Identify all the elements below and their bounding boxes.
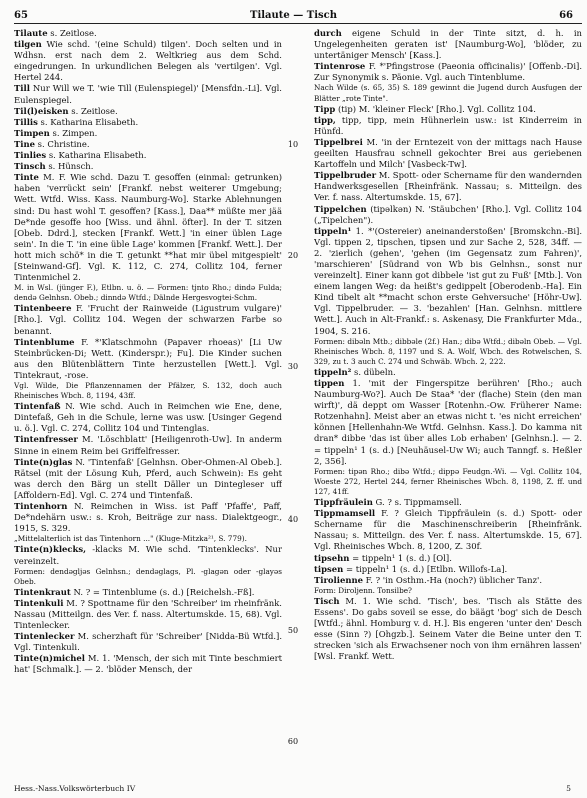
entry: Tippelbrei M. 'in der Erntezeit von der mittags nach Hause geeilten Hausfrau schnell gekochter Brei aus geriebenen Kartoffeln und Milch' [Vasbeck-Tw].: [314, 136, 582, 170]
line-number: 50: [287, 626, 299, 635]
entry: Tinsch s. Hünsch.: [14, 161, 94, 172]
entry: Tippmamsell F. ? Gleich Tippfräulein (s. d.) Spott- oder Schername für die Maschinenschreiberin [Rheinfränk. Nassau; s. Mitteilgn. des Ver. f. nass. Altertumskde. 15, 67]. Vgl. Rheinisches Wbch. 8, 1200, Z. 30f.: [314, 508, 582, 552]
footer-title: Hess.-Nass.Volkswörterbuch IV: [14, 784, 136, 793]
entry: Tintenblume F. *'Klatschmohn (Papaver rhoeas)' [Li Uw Steinbrücken-Di; Wett. (Kinderspr.); Fu]. Die Kinder suchen aus den Blütenblättern Tinte herzustellen [Wett.]. Vgl. Tintekraut, -rose.: [14, 336, 282, 380]
right-column: [314, 28, 582, 662]
entry: Til(l)eisken s. Zeitlose.: [14, 105, 118, 116]
entry-note: Formen: dibəln Mtb.; dibbəle (2f.) Han.; dibə Wtfd.; dibəln Obeb. — Vgl. Rheinisches Wbch. 8, 1197 und S. A. Wolf, Wbch. des Rotwelschen, S. 329, zu t. 3 auch C. 274 und Schwäb. Wbch. 2, 222.: [314, 336, 582, 366]
entry: tilgen Wie schd. '(eine Schuld) tilgen'. Doch selten und in Wdhsn. erst nach dem 2. Weltkrieg aus dem Schd. eingedrungen. In urkundlichen Belegen als 'vertilgen'. Vgl. Hertel 244.: [14, 39, 282, 83]
entry-note: Vgl. Wilde, Die Pflanzennamen der Pfälzer, S. 132, doch auch Rheinisches Wbch. 8, 1194, 43ff.: [14, 381, 282, 401]
line-number: 10: [287, 140, 299, 149]
entry: tippen 1. 'mit der Fingerspitze berühren' [Rho.; auch Naumburg-Wo?]. Auch De Staa* 'der (flache) Stein (den man wirft)', dä deppt om Wasser [Rotenhn.-Ow. Früherer Name: Rotzenhahn]. Meist aber an etwas nicht t. 'es nicht erreichen' können [Hellenhahn-We Wtfd. Gelnhsn. Kass.]. Do kamma nit dran* dibbe 'das ist über alles Lob erhaben' [Gelnhsn.]. — 2. = tippeln¹ 1 (s. d.) [Neuhäusel-Uw Wi; auch Tanngf. s. Heßler 2, 356].: [314, 378, 582, 466]
entry-note: Formen: tipən Rho.; dibə Wtfd.; dippə Feudgn.-Wi. — Vgl. Collitz 104, Woeste 272, Hertel 244, ferner Rheinisches Wbch. 8, 1198, Z. ff. und 127, 41ff.: [314, 466, 582, 496]
entry-note: M. in Wsl. (jünger F.), Etlbn. u. ö. — Formen: tjnto Rho.; dində Fulda; dendə Gelnhsn. Obeb.; dinndə Wtfd.; Dälnde Hergesvogtei-Schm.: [14, 283, 282, 303]
entry: Tirolienne F. ? 'in Osthm.-Ha (noch?) üblicher Tanz'.: [314, 574, 543, 585]
footer-signature: 5: [566, 784, 571, 793]
entry-note: Nach Wilde (s. 65, 35) S. 189 gewinnt die Jugend durch Ausfugen der Blätter „rote Tinte".: [314, 83, 582, 103]
entry: Tinte(n)klecks, -klacks M. Wie schd. 'Tintenklecks'. Nur vereinzelt.: [14, 544, 282, 566]
entry: Tinlies s. Katharina Elisabeth.: [14, 150, 147, 161]
page-number-right: 66: [559, 10, 573, 21]
entry: Tinte(n)glas N. 'Tintenfaß' [Gelnhsn. Ober-Ohmen-Al Obeb.]. Rätsel (mit der Lösung Kuh, Pferd, auch Schwein): Es geht was derch den Bärg un stellt Däller un Dintegleser uff [Affoldern-Ed]. Vgl. C. 274 und Tintenfaß.: [14, 456, 282, 500]
entry-note: Formen: dendəgljəs Gelnhsn.; dendəglags, Pl. -glagən oder -glayəs Obeb.: [14, 566, 282, 586]
entry: Tintenhorn N. Reimchen in Wiss. ist Paff 'Pfaffe', Paff, De*ndehärn usw.: s. Kroh, Beiträge zur nass. Dialektgeogr., 1915, S. 329.: [14, 501, 282, 534]
entry-note: „Mittelalterlich ist das Tintenhorn ..." (Kluge-Mitzka²¹, S. 779).: [14, 534, 247, 544]
entry: Tintenrose F. *'Pfingstrose (Paeonia officinalis)' [Offenb.-Di]. Zur Synonymik s. Päonie. Vgl. auch Tintenblume.: [314, 61, 582, 83]
line-number: 60: [287, 737, 299, 746]
entry: Tintenkuli M. ? Spottname für den 'Schreiber' im rheinfränk. Nassau (Mitteilgn. des Ver. f. nass. Altertumskde. 15, 68). Vgl. Tintenlecker.: [14, 597, 282, 631]
entry: tipp, tipp, tipp, mein Hühnerlein usw.: ist Kinderreim in Hünfd.: [314, 114, 582, 136]
entry: Tippfräulein G. ? s. Tippmamsell.: [314, 497, 462, 508]
line-number: 30: [287, 362, 299, 371]
running-title: Tilaute — Tisch: [250, 10, 337, 21]
entry: Tintenbeere F. 'Frucht der Rainweide (Ligustrum vulgare)' [Rho.]. Vgl. Collitz 104. Wegen der schwarzen Farbe so benannt.: [14, 303, 282, 336]
entry: Tippelbruder M. Spott- oder Schername für den wandernden Handwerksgesellen [Rheinfränk. Nassau; s. Mitteilgn. des Ver. f. nass. Altertumskde. 15, 67].: [314, 170, 582, 203]
entry: Tine s. Christine.: [14, 138, 90, 149]
entry: Tintenfresser M. 'Löschblatt' [Heiligenroth-Uw]. In anderm Sinne in einem Reim bei Griffelfresser.: [14, 434, 282, 456]
entry: tippeln¹ 1. *'(Ostereier) aneinanderstoßen' [Bromskchn.-Bi]. Vgl. tippen 2, tipschen, tipsen und zur Sache 2, 528, 34ff. — 2. 'zierlich (gehen', 'gehen (im Gegensatz zum Fahren)', 'marschieren' [Südrand von Wb bis Gelnhsn., sonst nur vereinzelt]. Einer kann got dibbele 'ist gut zu Fuß' [Mtb.]. Von einem langen Weg: da heißt's gedippelt [Oberodenb.-Ha]. Ein Kind tibelt alt **macht schon erste Gehversuche' [Höhr-Uw]. Vgl. Tippelbruder. — 3. 'bezahlen' [Han. Gelnhsn. mittlere Wett.]. Auch in Alt-Frankf.: s. Askenasy, Die Frankfurter Mda., 1904, S. 216.: [314, 225, 582, 336]
entry: tippeln² s. dübeln.: [314, 366, 396, 377]
entry: durch eigene Schuld in der Tinte sitzt, d. h. in Ungelegenheiten geraten ist' [Naumburg-Wo], 'blöder, zu untertäniger Mensch' [Kass.].: [314, 28, 582, 61]
entry: Tilaute s. Zeitlose.: [14, 28, 97, 38]
header-rule: [14, 23, 582, 24]
entry: tipsen = tippeln¹ 1 (s. d.) [Etlbn. Willofs-La].: [314, 563, 508, 574]
entry: Tintenlecker M. scherzhaft für 'Schreiber' [Nidda-Bü Wtfd.]. Vgl. Tintenkuli.: [14, 631, 282, 653]
entry: Tinte(n)michel M. 1. 'Mensch, der sich mit Tinte beschmiert hat' [Schmalk.]. — 2. 'blöder Mensch, der: [14, 653, 282, 675]
entry-note: Form: Diroljenn. Tonsilbe?: [314, 585, 412, 595]
entry: Tinte M. F. Wie schd. Dazu T. gesoffen (einmal: getrunken) haben 'verrückt sein' [Frankf. nebst weiterer Umgebung; Wett. Wtfd. Wiss. Kass. Naumburg-Wo]. Starke Ablehnungen sind: Du hast wohl T. gesoffen? [Kass.], Daa** müßte mer jää De*nde gesoffe hoo [Wiss. und ähnl. öfter]. In der T. sitzen [Obeb. Ddrd.], stecken [Frankf. Wett.] 'in einer üblen Lage sein'. In die T. 'in eine üble Lage' kommen [Frankf. Wett.]. Der hott mich schö* in die T. getunkt **hat mir übel mitgespielt' [Steinwand-Gf]. Vgl. K. 112, C. 274, Collitz 104, ferner Tintenmichel 2.: [14, 172, 282, 283]
entry: Till Nur Will we T. 'wie Till (Eulenspiegel)' [Mensfdn.-Li]. Vgl. Eulenspiegel.: [14, 83, 282, 105]
page-number-left: 65: [14, 10, 28, 21]
entry: Tisch M. 1. Wie schd. 'Tisch', bes. 'Tisch als Stätte des Essens'. Do gabs soveil se esse, do bäägt 'bog' sich de Desch [Wtfd.; ähnl. Homburg v. d. H.]. Bis engeren 'unter den' Desch esse (Sinn ?) [Ohgzb.]. Seinem Vater die Beine unter den T. strecken 'sich als Erwachsener noch von ihm ernähren lassen' [Wsl. Frankf. Wett.: [314, 595, 582, 662]
entry: Timpen s. Zimpen.: [14, 127, 98, 138]
entry: tipsehn = tippeln¹ 1 (s. d.) [Ol].: [314, 552, 452, 563]
entry: Tillis s. Katharina Elisabeth.: [14, 116, 139, 127]
line-number: 20: [287, 251, 299, 260]
line-number: 40: [287, 515, 299, 524]
entry: Tintenfaß N. Wie schd. Auch in Reimchen wie Ene, dene, Dintefaß, Geh in die Schule, lerne was usw. [Usinger Gegend u. ö.]. Vgl. C. 274, Collitz 104 und Tintenglas.: [14, 401, 282, 434]
entry: Tintenkraut N. ? = Tintenblume (s. d.) [Reichelsh.-Fß].: [14, 586, 255, 597]
entry: Tippelchen (tipəlkən) N. 'Stäubchen' [Rho.]. Vgl. Collitz 104 („Tipelchen").: [314, 203, 582, 225]
entry: Tipp (tip) M. 'kleiner Fleck' [Rho.]. Vgl. Collitz 104.: [314, 103, 536, 114]
left-column: [14, 28, 282, 676]
